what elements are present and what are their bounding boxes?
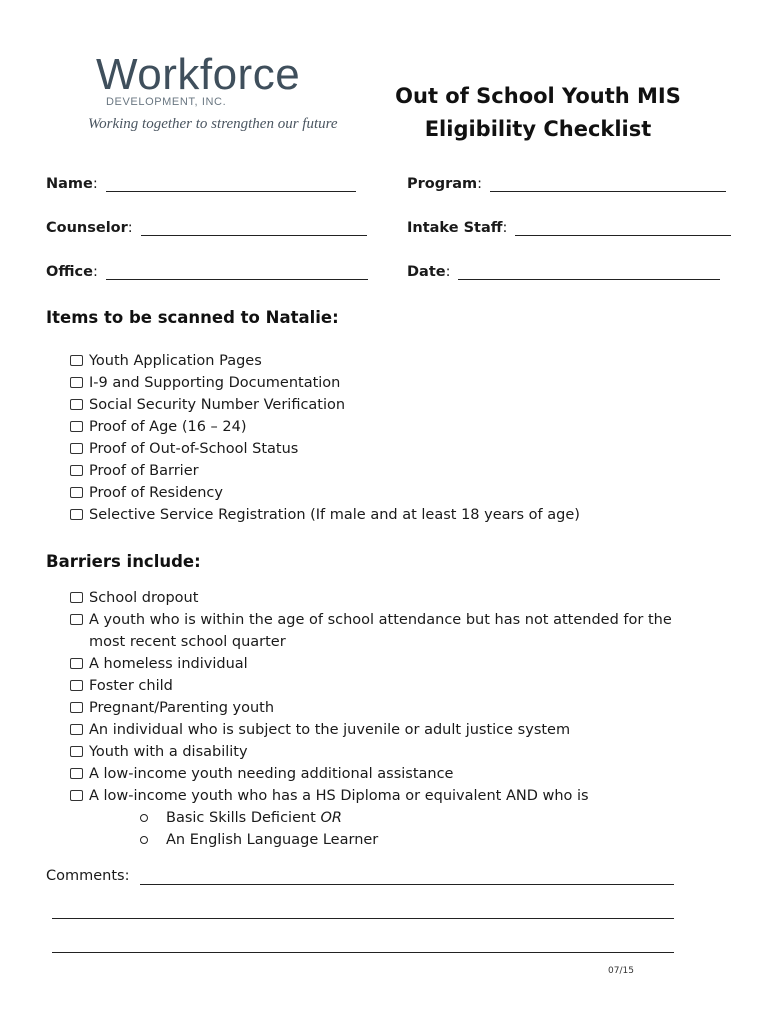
comments-line-1[interactable] (140, 884, 674, 885)
list-item: I-9 and Supporting Documentation (70, 372, 730, 394)
list-item: Youth Application Pages (70, 350, 730, 372)
checkbox[interactable] (70, 592, 83, 603)
logo-subtitle: DEVELOPMENT, INC. (106, 96, 227, 108)
list-item: Proof of Residency (70, 482, 730, 504)
office-label: Office (46, 264, 93, 280)
list-item: A low-income youth who has a HS Diploma or equivalent AND who is (70, 785, 720, 807)
list-item: An individual who is subject to the juvenile or adult justice system (70, 719, 720, 741)
checkbox[interactable] (70, 658, 83, 669)
checkbox[interactable] (70, 768, 83, 779)
list-item: Proof of Age (16 – 24) (70, 416, 730, 438)
list-item: Pregnant/Parenting youth (70, 697, 720, 719)
intake-staff-label: Intake Staff (407, 220, 503, 236)
checkbox[interactable] (70, 377, 83, 388)
title-line-1: Out of School Youth MIS (395, 84, 681, 108)
comments-line-3[interactable] (52, 952, 674, 953)
intake-staff-input-line[interactable] (515, 221, 731, 236)
sub-list-item: Basic Skills Deficient OR (140, 807, 720, 829)
date-input-line[interactable] (458, 265, 720, 280)
list-item: Selective Service Registration (If male and at least 18 years of age) (70, 504, 730, 526)
intake-staff-field: Intake Staff : (407, 220, 731, 236)
name-label: Name (46, 176, 93, 192)
comments-label: Comments: (46, 868, 130, 884)
sub-list-item: An English Language Learner (140, 829, 720, 851)
list-item: Proof of Out-of-School Status (70, 438, 730, 460)
date-label: Date (407, 264, 446, 280)
counselor-field: Counselor : (46, 220, 367, 236)
office-field: Office : (46, 264, 368, 280)
barriers-heading: Barriers include: (46, 552, 201, 571)
checkbox[interactable] (70, 355, 83, 366)
checkbox[interactable] (70, 746, 83, 757)
program-input-line[interactable] (490, 177, 726, 192)
workforce-logo (88, 52, 348, 142)
list-item: Foster child (70, 675, 720, 697)
list-item: Youth with a disability (70, 741, 720, 763)
checkbox[interactable] (70, 465, 83, 476)
logo-tagline: Working together to strengthen our future (88, 116, 338, 132)
checkbox[interactable] (70, 790, 83, 801)
checkbox[interactable] (70, 724, 83, 735)
counselor-input-line[interactable] (141, 221, 367, 236)
list-item: School dropout (70, 587, 720, 609)
list-item: Proof of Barrier (70, 460, 730, 482)
checkbox[interactable] (70, 509, 83, 520)
list-item: A youth who is within the age of school attendance but has not attended for the most recent school quarter (70, 609, 720, 653)
checkbox[interactable] (70, 399, 83, 410)
checkbox[interactable] (70, 680, 83, 691)
counselor-label: Counselor (46, 220, 128, 236)
list-item: A low-income youth needing additional assistance (70, 763, 720, 785)
checkbox[interactable] (70, 487, 83, 498)
circle-bullet-icon (140, 814, 148, 822)
title-line-2: Eligibility Checklist (424, 117, 652, 141)
scan-list (70, 350, 730, 526)
date-field: Date : (407, 264, 720, 280)
list-item: A homeless individual (70, 653, 720, 675)
comments-line-2[interactable] (52, 918, 674, 919)
checkbox[interactable] (70, 443, 83, 454)
revision-code: 07/15 (608, 966, 634, 976)
checkbox[interactable] (70, 614, 83, 625)
circle-bullet-icon (140, 836, 148, 844)
office-input-line[interactable] (106, 265, 368, 280)
name-field: Name : (46, 176, 356, 192)
logo-wordmark: Workforce (96, 50, 301, 99)
name-input-line[interactable] (106, 177, 356, 192)
scan-heading: Items to be scanned to Natalie: (46, 308, 339, 327)
program-label: Program (407, 176, 478, 192)
checkbox[interactable] (70, 702, 83, 713)
barriers-list (70, 587, 720, 851)
list-item: Social Security Number Verification (70, 394, 730, 416)
checkbox[interactable] (70, 421, 83, 432)
document-title (380, 80, 696, 146)
program-field: Program : (407, 176, 726, 192)
